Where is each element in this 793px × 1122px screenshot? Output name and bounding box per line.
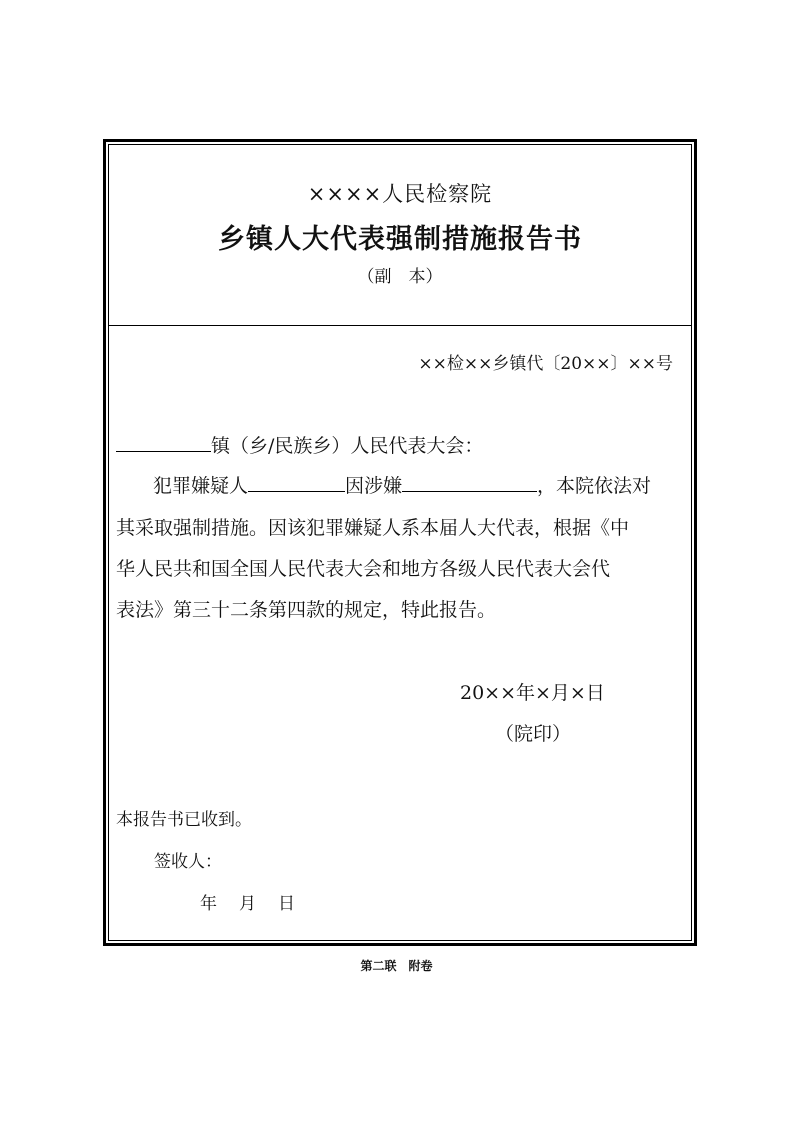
seal-label: （院印）	[495, 723, 572, 745]
addressee-blank[interactable]	[116, 432, 211, 452]
document-inner-border	[108, 144, 692, 941]
addressee-text: 镇（乡/民族乡）人民代表大会：	[211, 435, 484, 457]
sign-date	[200, 889, 295, 914]
charge-label: 因涉嫌	[345, 475, 403, 497]
procuratorate-name: ××××人民检察院	[307, 182, 493, 206]
receipt-text: 本报告书已收到。	[116, 810, 252, 830]
issue-date: 20××年×月×日	[460, 682, 605, 704]
header-divider	[109, 325, 691, 326]
charge-blank[interactable]	[402, 472, 537, 492]
document-number: ××检××乡镇代〔20××〕××号	[418, 354, 673, 374]
suspect-name-blank[interactable]	[248, 472, 345, 492]
sign-day-label: 日	[278, 894, 295, 914]
suspect-label: 犯罪嫌疑人	[153, 475, 249, 497]
paragraph-line-3: 华人民共和国全国人民代表大会和地方各级人民代表大会代	[116, 558, 611, 580]
copy-label: （副 本）	[357, 267, 443, 287]
signer-label: 签收人：	[154, 852, 222, 872]
paragraph-line-2: 其采取强制措施。因该犯罪嫌疑人系本届人大代表，根据《中	[116, 517, 630, 539]
document-title: 乡镇人大代表强制措施报告书	[218, 224, 582, 255]
sign-month-label: 月	[239, 894, 256, 914]
paragraph-line-4: 表法》第三十二条第四款的规定，特此报告。	[116, 599, 497, 621]
paragraph-line-1	[153, 471, 651, 498]
paragraph-line-1-suffix: ，本院依法对	[537, 475, 652, 497]
addressee-line	[116, 431, 483, 458]
document-frame	[103, 139, 697, 946]
sign-year-label: 年	[200, 894, 217, 914]
footer-copy-note: 第二联 附卷	[360, 959, 433, 973]
